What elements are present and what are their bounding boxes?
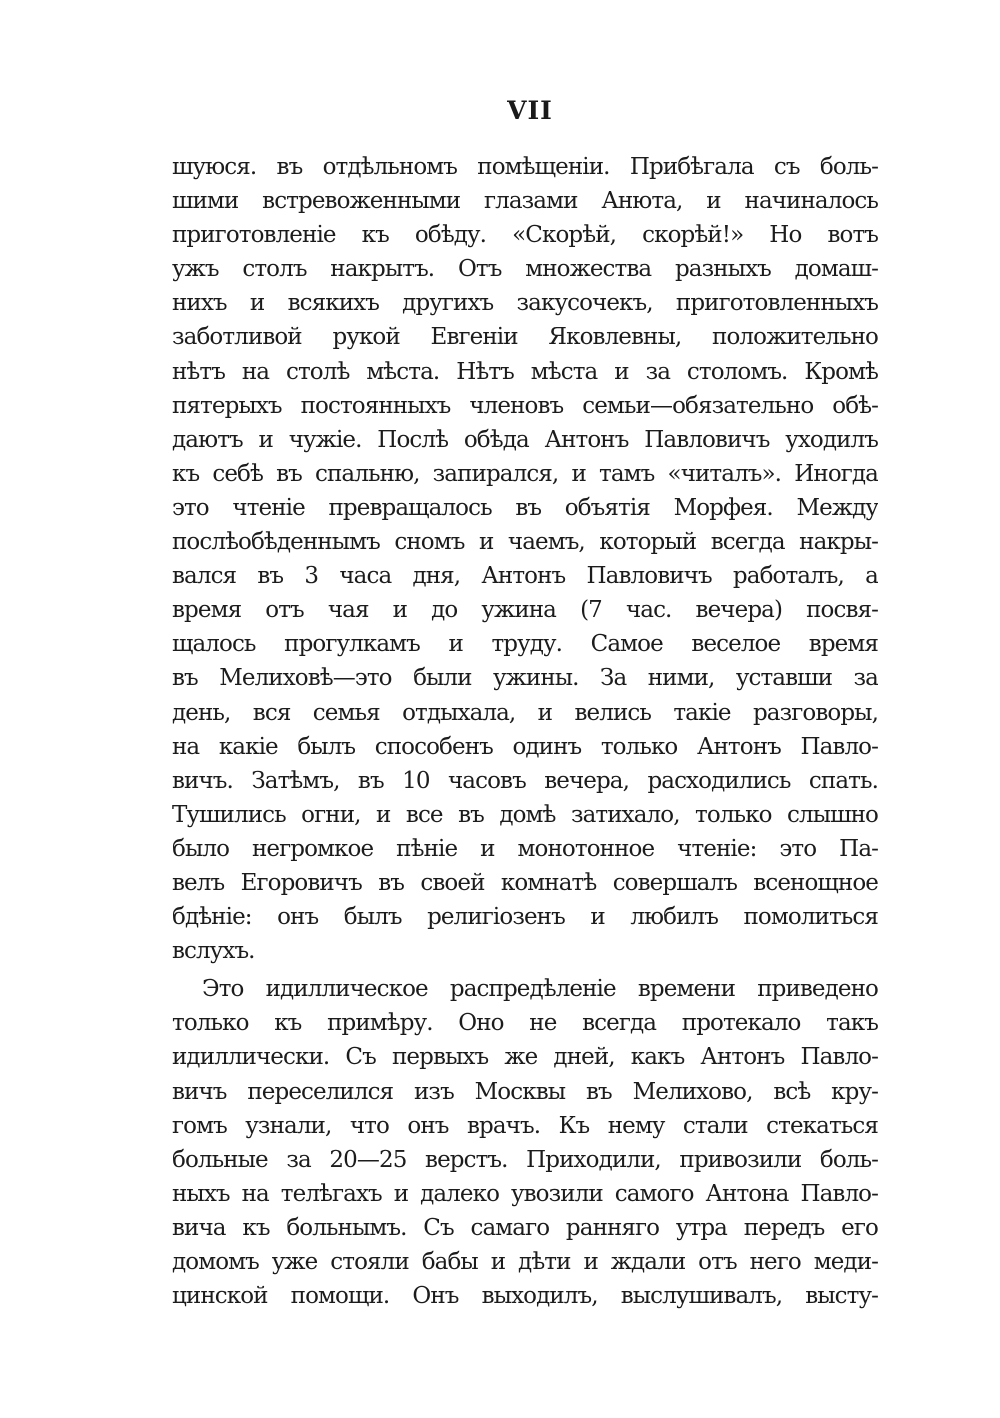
text-line: на какіе былъ способенъ одинъ только Антонъ Павло- bbox=[172, 733, 878, 760]
text-line: заботливой рукой Евгеніи Яковлевны, положительно bbox=[172, 324, 878, 351]
text-line: было негромкое пѣніе и монотонное чтеніе: это Па- bbox=[172, 835, 878, 862]
text-line: нѣтъ на столѣ мѣста. Нѣтъ мѣста и за столомъ. Кромѣ bbox=[172, 358, 878, 385]
text-line: послѣобѣденнымъ сномъ и чаемъ, который всегда накры- bbox=[172, 529, 878, 556]
text-line: вался въ 3 часа дня, Антонъ Павловичъ работалъ, а bbox=[172, 563, 878, 590]
text-line: къ себѣ въ спальню, запирался, и тамъ «читалъ». Иногда bbox=[172, 460, 878, 487]
text-line: гомъ узнали, что онъ врачъ. Къ нему стали стекаться bbox=[172, 1112, 878, 1139]
text-line: вичъ переселился изъ Москвы въ Мелихово, всѣ кру- bbox=[172, 1078, 878, 1105]
text-line: въ Мелиховѣ—это были ужины. За ними, уставши за bbox=[172, 665, 878, 692]
text-line: это чтеніе превращалось въ объятія Морфея. Между bbox=[172, 494, 878, 521]
text-line: ужъ столъ накрытъ. Отъ множества разныхъ домаш- bbox=[172, 256, 878, 283]
paragraph-1 bbox=[172, 150, 878, 968]
paragraph-2 bbox=[172, 972, 878, 1313]
text-body bbox=[172, 150, 878, 1313]
text-line: ныхъ на телѣгахъ и далеко увозили самого Антона Павло- bbox=[172, 1180, 878, 1207]
text-line: день, вся семья отдыхала, и велись такіе разговоры, bbox=[172, 699, 878, 726]
text-line: идиллически. Съ первыхъ же дней, какъ Антонъ Павло- bbox=[172, 1044, 878, 1071]
text-line: больные за 20—25 верстъ. Приходили, привозили боль- bbox=[172, 1146, 878, 1173]
text-line: даютъ и чужіе. Послѣ обѣда Антонъ Павловичъ уходилъ bbox=[172, 426, 878, 453]
text-line: домомъ уже стояли бабы и дѣти и ждали отъ него меди- bbox=[172, 1249, 878, 1275]
text-line: вичъ. Затѣмъ, въ 10 часовъ вечера, расходились спать. bbox=[172, 767, 878, 794]
text-line: время отъ чая и до ужина (7 час. вечера) посвя- bbox=[172, 597, 878, 624]
text-line: Тушились огни, и все въ домѣ затихало, только слышно bbox=[172, 801, 878, 828]
text-line: только къ примѣру. Оно не всегда протекало такъ bbox=[172, 1010, 878, 1037]
text-line: пятерыхъ постоянныхъ членовъ семьи—обязательно обѣ- bbox=[172, 392, 878, 419]
text-line: бдѣніе: онъ былъ религіозенъ и любилъ помолиться bbox=[172, 904, 878, 931]
page-number: VII bbox=[507, 96, 553, 125]
text-line: велъ Егоровичъ въ своей комнатѣ совершалъ всенощное bbox=[172, 869, 878, 896]
text-line: шими встревоженными глазами Анюта, и начиналось bbox=[172, 188, 878, 215]
text-line: Это идиллическое распредѣленіе времени приведено bbox=[202, 976, 878, 1003]
text-line: вича къ больнымъ. Съ самаго ранняго утра передъ его bbox=[172, 1214, 878, 1241]
text-line: нихъ и всякихъ другихъ закусочекъ, приготовленныхъ bbox=[172, 290, 878, 317]
text-line: шуюся. въ отдѣльномъ помѣщеніи. Прибѣгала съ боль- bbox=[172, 154, 878, 180]
text-line: приготовленіе къ обѣду. «Скорѣй, скорѣй!» Но вотъ bbox=[172, 222, 878, 249]
text-line: цинской помощи. Онъ выходилъ, выслушивалъ, высту- bbox=[172, 1283, 878, 1310]
text-line: щалось прогулкамъ и труду. Самое веселое время bbox=[172, 631, 878, 658]
text-line: вслухъ. bbox=[172, 938, 255, 965]
